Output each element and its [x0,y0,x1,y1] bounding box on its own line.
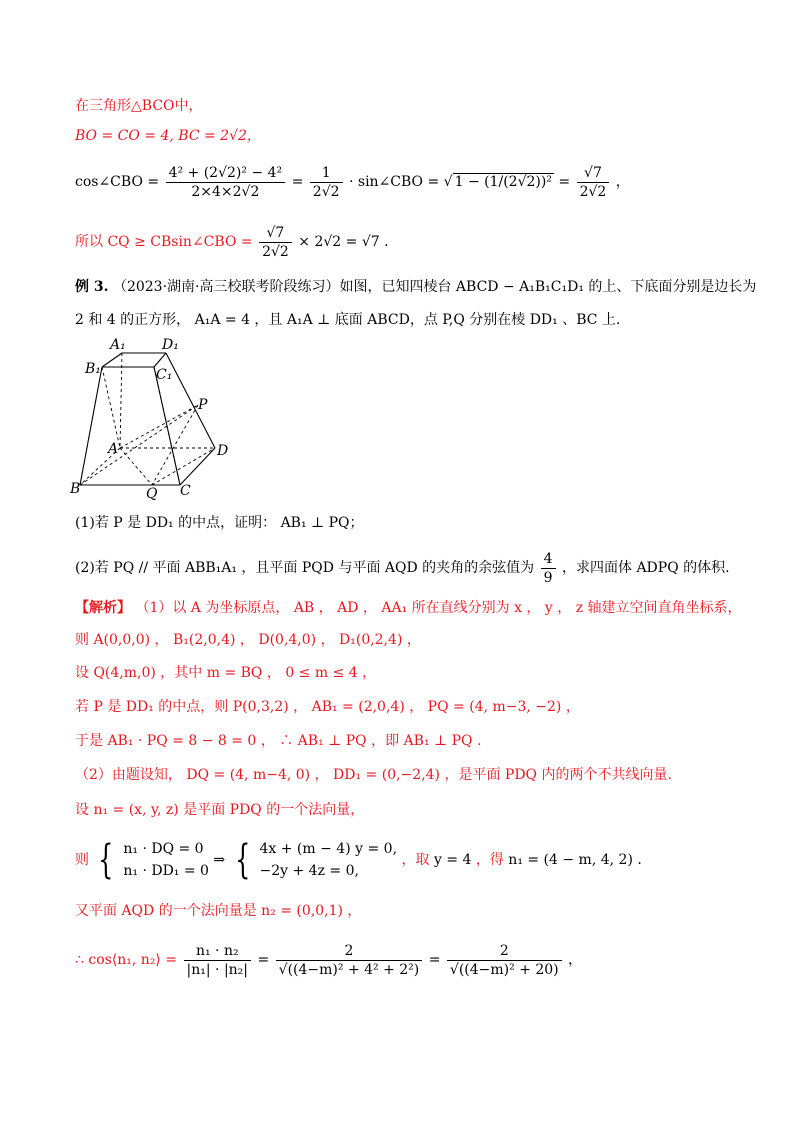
solution-line-10 [75,935,582,985]
system-eq-2: n₁ · DD₁ = 0 [123,863,209,879]
fraction-numerator: √7 [577,164,610,183]
fraction-2-over-sqrt [276,942,423,979]
comma: ， [568,952,583,968]
line-triangle-intro: 在三角形△BCO中， [75,98,203,114]
fraction-denominator: 2×4×2√2 [191,183,260,200]
solution-tag: 【解析】 [75,600,131,616]
sin-cbo-lhs: · sin∠CBO = [348,174,440,190]
solution-coords-setup: （1）以 A 为坐标原点， AB ， AD ， AA₁ 所在直线分别为 x ， y ， z 轴建立空间直角坐标系， [135,600,742,616]
solution-line-3: 设 Q(4,m,0) ，其中 m = BQ ， 0 ≤ m ≤ 4 ， [75,665,377,681]
label-c1: C₁ [156,367,173,383]
label-p: P [198,397,208,413]
label-d1: D₁ [162,337,179,353]
y-value: y = 4 [433,852,472,868]
get-label: ，得 [475,852,504,868]
then-label: 则 [75,852,89,868]
solution-line-5: 于是 AB₁ · PQ = 8 − 8 = 0 ， ∴ AB₁ ⊥ PQ ，即 AB₁ ⊥ PQ . [75,733,482,749]
fraction-denominator: 2√2 [312,183,340,200]
fraction-denominator: 2√2 [579,183,607,200]
label-a: A [108,441,119,457]
solution-line-2: 则 A(0,0,0) ， B₁(2,0,4) ， D(0,4,0) ， D₁(0,2,4) ， [75,632,421,648]
example-label: 例 3. [75,279,109,295]
system-eq-1: n₁ · DQ = 0 [123,841,204,857]
system-eq-4: −2y + 4z = 0, [259,863,359,879]
fraction-numerator: 1 [310,164,343,183]
example-source: （2023·湖南·高三校联考阶段练习）如图，已知四棱台 ABCD − A₁B₁C₁D₁ 的上、下底面分别是边长为 [112,279,757,295]
sqrt-symbol: √ [443,174,453,190]
system-conditions [123,838,209,882]
fraction-2-over-sqrt-20 [447,942,562,979]
fraction-numerator: 2 [447,942,562,961]
fraction-sqrt7 [577,164,610,201]
equals-sign: = [428,952,441,968]
solution-line-1 [75,598,742,618]
fraction-numerator: 2 [276,942,423,961]
solution-line-8 [75,838,642,882]
fraction-4-9 [541,550,556,587]
fraction-numerator: n₁ · n₂ [184,942,251,961]
cos-cbo-lhs: cos∠CBO = [75,174,160,190]
line-cos-cbo [75,160,630,204]
line-bo-co: BO = CO = 4, BC = 2√2， [75,128,261,144]
solution-line-7: 设 n₁ = (x, y, z) 是平面 PDQ 的一个法向量， [75,802,365,818]
fraction-denominator: |n₁| · |n₂| [186,961,249,978]
fraction-denominator: 2√2 [262,243,289,260]
implies-arrow: ⇒ [213,852,226,868]
question-2 [75,548,730,588]
label-b: B [70,481,81,497]
example-header [75,277,756,297]
equals-sign: = [291,174,304,190]
n1-result: n₁ = (4 − m, 4, 2) . [508,852,642,868]
sqrt-expression: 1 − (1/(2√2))² [454,174,552,190]
system-equations [260,838,398,882]
left-brace: { [234,837,250,883]
fraction-denominator: 9 [543,569,553,586]
cq-bound-rhs: × 2√2 = √7 . [298,234,389,250]
label-a1: A₁ [110,337,126,353]
label-q: Q [146,486,158,502]
question-1: (1)若 P 是 DD₁ 的中点，证明： AB₁ ⊥ PQ； [75,515,364,531]
label-c: C [180,483,191,499]
fraction-numerator: √7 [259,224,292,243]
question-2-tail: ，求四面体 ADPQ 的体积. [562,560,730,576]
fraction-denominator: √((4−m)² + 4² + 2²) [278,961,420,978]
solution-line-6: （2）由题设知， DQ = (4, m−4, 0) ， DD₁ = (0,−2,4) ，是平面 PDQ 内的两个不共线向量. [75,767,672,783]
label-d: D [217,443,229,459]
equals-sign: = [558,174,571,190]
left-brace: { [98,837,114,883]
label-b1: B₁ [85,361,101,377]
take-label: ，取 [401,852,430,868]
fraction-numerator: 4² + (2√2)² − 4² [166,164,286,183]
fraction-sqrt7-over [259,224,292,261]
line-cq-bound [75,220,389,264]
fraction-dot-over-norms [184,942,251,979]
cq-bound-lhs: 所以 CQ ≥ CBsin∠CBO = [75,234,253,250]
system-eq-3: 4x + (m − 4) y = 0, [259,841,398,857]
fraction-one-over [310,164,343,201]
fraction-cos-cbo [166,164,286,201]
question-2-text: (2)若 PQ // 平面 ABB₁A₁ ，且平面 PQD 与平面 AQD 的夹角的余弦值为 [75,560,535,576]
cos-angle-lhs: ∴ cos⟨n₁, n₂⟩ = [75,952,178,968]
example-line-2: 2 和 4 的正方形， A₁A = 4 ，且 A₁A ⊥ 底面 ABCD，点 P,Q 分别在棱 DD₁ 、BC 上. [75,312,621,328]
solution-line-4: 若 P 是 DD₁ 的中点，则 P(0,3,2) ， AB₁ = (2,0,4) ， PQ = (4, m−3, −2) ， [75,699,580,715]
fraction-numerator: 4 [541,550,556,569]
equals-sign: = [257,952,270,968]
solution-line-9: 又平面 AQD 的一个法向量是 n₂ = (0,0,1) ， [75,903,362,919]
frustum-figure [70,335,240,505]
fraction-denominator: √((4−m)² + 20) [449,961,559,978]
comma: ， [615,174,630,190]
